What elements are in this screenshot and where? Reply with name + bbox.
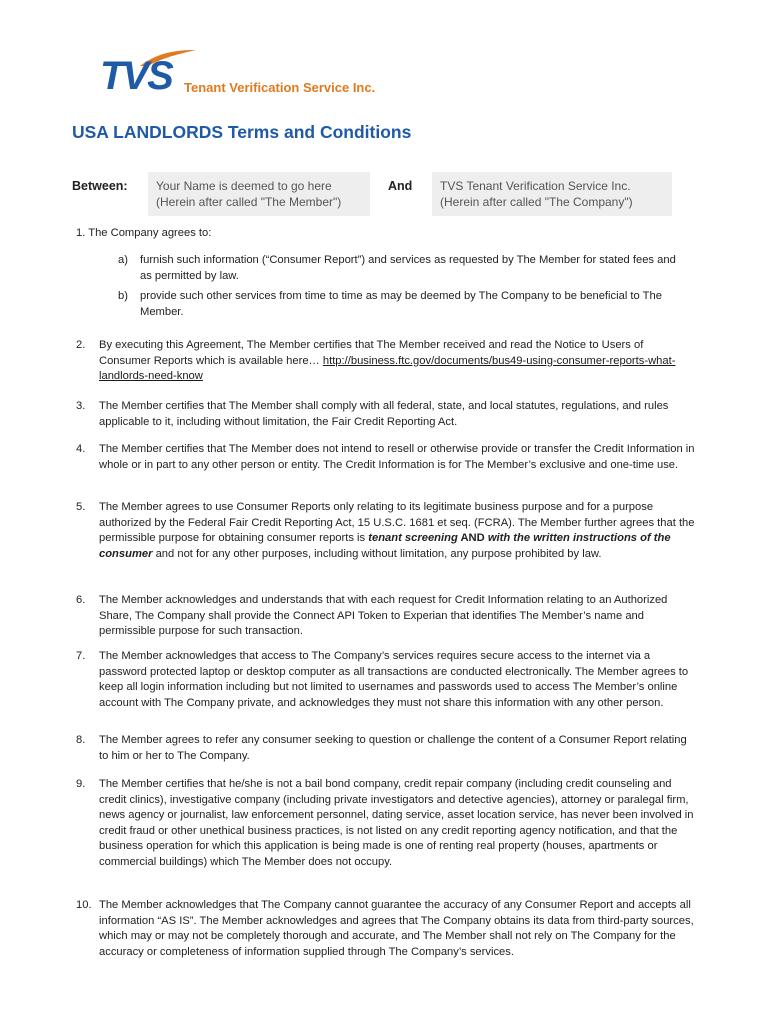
clause-5-text-before: The Member agrees to use Consumer Reports only relating to its legitimate business purpose and for a purpose authorized by the Federal Fair Credit Reporting Act, 15 U.S.C. 1681 et seq. (FCRA). The Member further agrees that the permissible purpose for obtaining consumer reports is bbox=[99, 501, 695, 544]
clause-1b bbox=[118, 289, 678, 320]
clause-4 bbox=[76, 442, 696, 473]
logo-company-name: Tenant Verification Service Inc. bbox=[184, 80, 376, 95]
clause-3-text: The Member certifies that The Member shall comply with all federal, state, and local statutes, regulations, and rules applicable to it, including without limitation, the Fair Credit Reporting Act. bbox=[99, 400, 669, 428]
clause-1a-text: furnish such information (“Consumer Report”) and services as requested by The Member for stated fees and as permitted by law. bbox=[140, 254, 676, 282]
between-label: Between: bbox=[72, 179, 128, 193]
member-party-box bbox=[148, 172, 370, 216]
clause-7-number: 7. bbox=[76, 650, 86, 662]
company-alias: (Herein after called "The Company") bbox=[440, 195, 633, 209]
clause-5-number: 5. bbox=[76, 501, 86, 513]
clause-10-text: The Member acknowledges that The Company cannot guarantee the accuracy of any Consumer Report and accepts all information “AS IS”. The Member acknowledges and agrees that The Company obtains its data from third-party sources, which may or may not be completely thorough and accurate, and The Member shall not rely on The Company for the accuracy or completeness of information supplied through The Company’s services. bbox=[99, 899, 694, 958]
company-party-box bbox=[432, 172, 672, 216]
clause-10 bbox=[76, 898, 696, 960]
clause-1-intro: 1. The Company agrees to: bbox=[76, 227, 212, 239]
clause-6-text: The Member acknowledges and understands that with each request for Credit Information relating to an Authorized Share, The Company shall provide the Connect API Token to Experian that identifies The Member’s name and permissible purpose for such transaction. bbox=[99, 594, 668, 637]
company-logo bbox=[100, 56, 400, 100]
page-title: USA LANDLORDS Terms and Conditions bbox=[72, 122, 412, 142]
company-name: TVS Tenant Verification Service Inc. bbox=[440, 179, 631, 193]
logo-mark: TVS bbox=[100, 54, 172, 98]
clause-8-number: 8. bbox=[76, 734, 86, 746]
clause-10-number: 10. bbox=[76, 899, 92, 911]
member-name: Your Name is deemed to go here bbox=[156, 179, 332, 193]
clause-7-text: The Member acknowledges that access to The Company’s services requires secure access to the internet via a password protected laptop or desktop computer as all transactions are conducted electronically. The Member agrees to keep all login information including but not limited to usernames and passwords used to access The Member’s online account with The Company private, and acknowledges they must not share this information with any other person. bbox=[99, 650, 689, 709]
clause-3 bbox=[76, 399, 696, 430]
clause-9-number: 9. bbox=[76, 778, 86, 790]
clause-5-emphasis-written-instructions: with the written instructions of the consumer bbox=[99, 532, 671, 560]
clause-1b-text: provide such other services from time to time as may be deemed by The Company to be beneficial to The Member. bbox=[140, 290, 662, 318]
clause-8-text: The Member agrees to refer any consumer seeking to question or challenge the content of a Consumer Report relating to him or her to The Company. bbox=[99, 734, 687, 762]
clause-2-number: 2. bbox=[76, 339, 86, 351]
clause-1b-marker: b) bbox=[118, 290, 128, 302]
clause-1a-marker: a) bbox=[118, 254, 128, 266]
clause-5-and: AND bbox=[457, 532, 488, 544]
clause-5-text-after: and not for any other purposes, including without limitation, any purpose prohibited by law. bbox=[152, 547, 602, 560]
clause-1a bbox=[118, 253, 678, 284]
clause-6-number: 6. bbox=[76, 594, 86, 606]
clause-8 bbox=[76, 733, 696, 764]
clause-9-text: The Member certifies that he/she is not a bail bond company, credit repair company (including credit counseling and credit clinics), investigative company (including private investigators and detective agencies), attorney or paralegal firm, news agency or journalist, law enforcement personnel, dating service, asset location service, has never been involved in credit fraud or other unethical business practices, is not listed on any credit reporting agency notification, and that the business operation for which this application is being made is one of renting real property (houses, apartments or commercial buildings) which The Member does not occupy. bbox=[99, 778, 694, 868]
clause-4-text: The Member certifies that The Member does not intend to resell or otherwise provide or transfer the Credit Information in whole or in part to any other person or entity. The Credit Information is for The Member’s exclusive and one-time use. bbox=[99, 443, 695, 471]
clause-3-number: 3. bbox=[76, 400, 86, 412]
clause-5-emphasis-tenant-screening: tenant screening bbox=[368, 532, 458, 544]
clause-2-text: By executing this Agreement, The Member certifies that The Member received and read the Notice to Users of Consumer Reports which is available here… bbox=[99, 339, 644, 367]
clause-2 bbox=[76, 338, 696, 385]
clause-6 bbox=[76, 593, 696, 640]
and-label: And bbox=[388, 179, 413, 193]
clause-4-number: 4. bbox=[76, 443, 86, 455]
clause-9 bbox=[76, 777, 696, 870]
member-alias: (Herein after called "The Member") bbox=[156, 195, 342, 209]
clause-5 bbox=[76, 500, 696, 562]
clause-7 bbox=[76, 649, 696, 711]
ftc-notice-link[interactable]: http://business.ftc.gov/documents/bus49-using-consumer-reports-what-landlords-need-know bbox=[99, 354, 676, 382]
